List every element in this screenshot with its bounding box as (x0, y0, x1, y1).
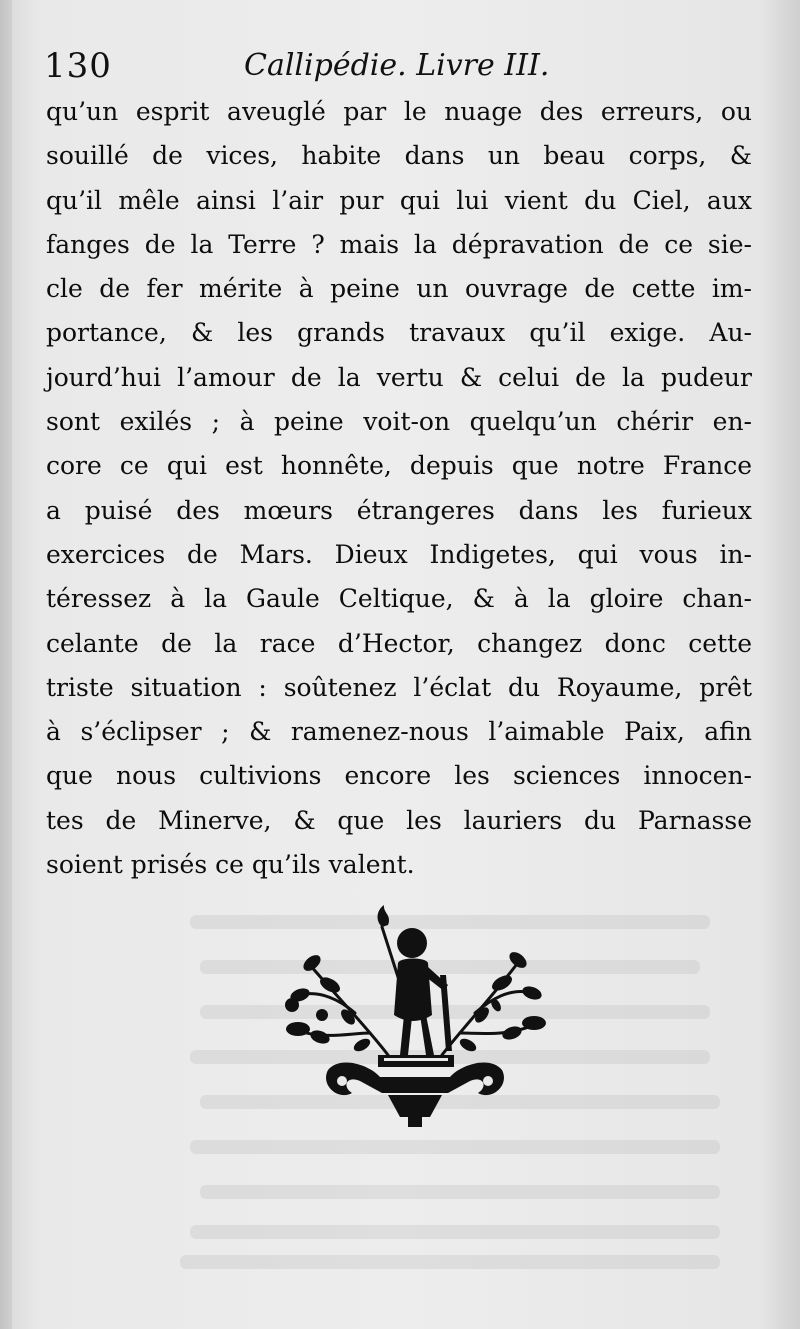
text-line: souillé de vices, habite dans un beau corps, & (46, 141, 752, 171)
text-line: tes de Minerve, & que les lauriers du Parnasse (46, 805, 752, 835)
text-line: qu’il mêle ainsi l’air pur qui lui vient du Ciel, aux (46, 185, 752, 215)
running-header (44, 42, 764, 94)
page-number: 130 (44, 46, 112, 86)
running-title: Callipédie. Livre III. (244, 48, 550, 83)
text-line: exercices de Mars. Dieux Indigetes, qui vous in- (46, 539, 752, 569)
text-line: jourd’hui l’amour de la vertu & celui de la pudeur (46, 362, 752, 392)
text-line: cle de fer mérite à peine un ouvrage de cette im- (46, 274, 752, 304)
text-line: fanges de la Terre ? mais la dépravation de ce sie- (46, 229, 752, 259)
cherub-torch-vignette-icon (270, 905, 560, 1130)
text-line: sont exilés ; à peine voit-on quelqu’un chérir en- (46, 407, 752, 437)
text-line: triste situation : soûtenez l’éclat du Royaume, prêt (46, 672, 752, 702)
text-line: a puisé des mœurs étrangeres dans les furieux (46, 495, 752, 525)
text-line: celante de la race d’Hector, changez donc cette (46, 628, 752, 658)
text-line: soient prisés ce qu’ils valent. (46, 850, 415, 880)
text-line: portance, & les grands travaux qu’il exige. Au- (46, 318, 752, 348)
body-text (46, 90, 752, 887)
text-line: téressez à la Gaule Celtique, & à la gloire chan- (46, 584, 752, 614)
text-line: que nous cultivions encore les sciences innocen- (46, 761, 752, 791)
text-line: core ce qui est honnête, depuis que notre France (46, 451, 752, 481)
text-line: qu’un esprit aveuglé par le nuage des erreurs, ou (46, 97, 752, 126)
text-line: à s’éclipser ; & ramenez-nous l’aimable Paix, afin (46, 717, 752, 747)
